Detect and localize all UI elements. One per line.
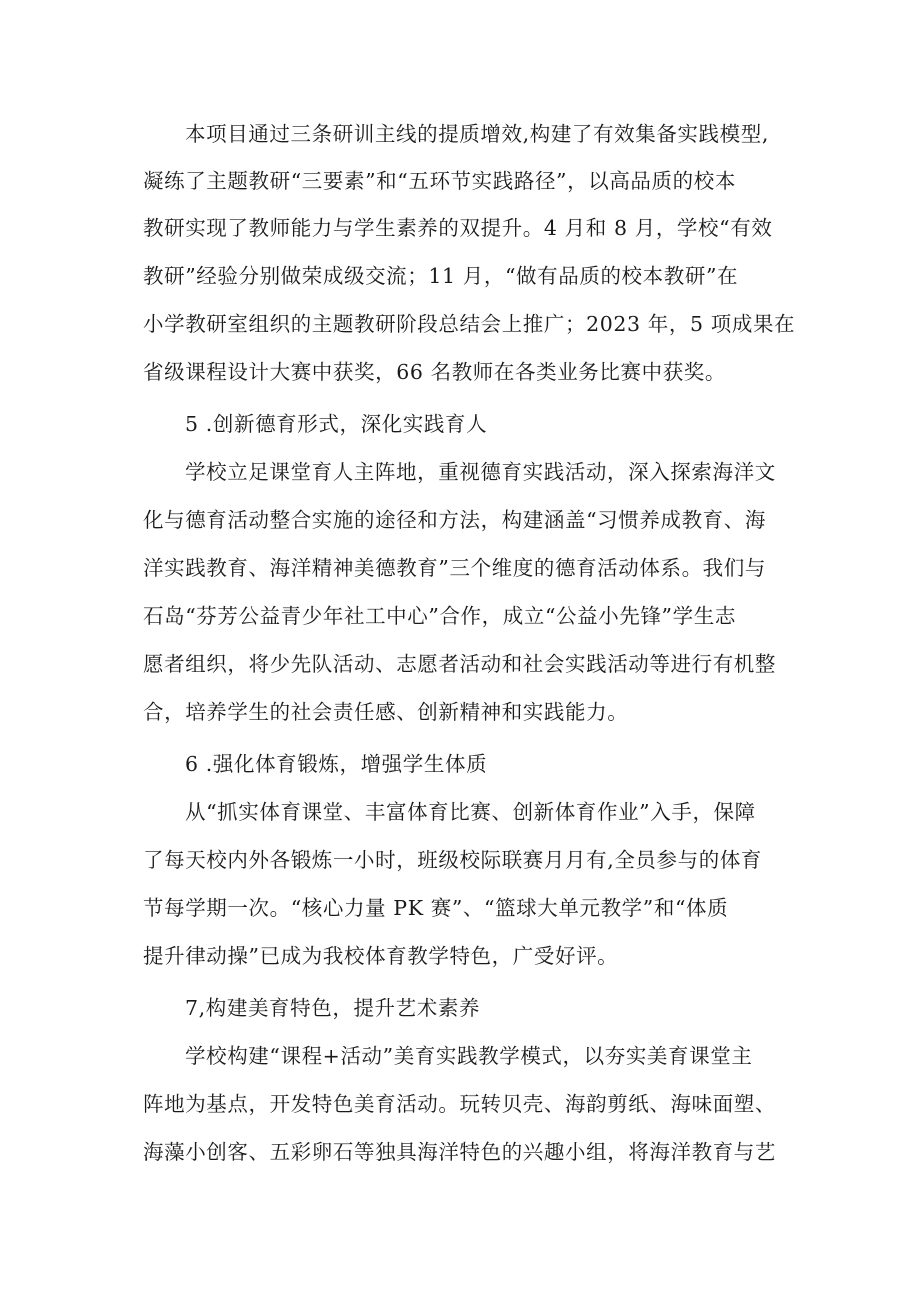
section-heading-7: 7,构建美育特色，提升艺术素养 bbox=[185, 996, 481, 1020]
paragraph-1-line-3: 教研实现了教师能力与学生素养的双提升。4 月和 8 月，学校“有效 bbox=[143, 216, 773, 240]
paragraph-2-line-2: 化与德育活动整合实施的途径和方法，构建涵盖“习惯养成教育、海 bbox=[143, 508, 766, 532]
section-heading-5: 5 .创新德育形式，深化实践育人 bbox=[185, 412, 488, 436]
paragraph-4-line-2: 阵地为基点，开发特色美育活动。玩转贝壳、海韵剪纸、海味面塑、 bbox=[143, 1092, 776, 1116]
section-heading-6: 6 .强化体育锻炼，增强学生体质 bbox=[185, 752, 488, 776]
paragraph-1-line-1: 本项目通过三条研训主线的提质增效,构建了有效集备实践模型, bbox=[185, 122, 769, 146]
paragraph-1-line-4: 教研”经验分别做荣成级交流；11 月，“做有品质的校本教研”在 bbox=[143, 264, 739, 288]
paragraph-2-line-3: 洋实践教育、海洋精神美德教育”三个维度的德育活动体系。我们与 bbox=[143, 556, 766, 580]
paragraph-1-line-2: 凝练了主题教研“三要素”和“五环节实践路径”，以高品质的校本 bbox=[143, 169, 736, 193]
paragraph-2-line-1: 学校立足课堂育人主阵地，重视德育实践活动，深入探索海洋文 bbox=[185, 460, 776, 484]
paragraph-1-line-6: 省级课程设计大赛中获奖，66 名教师在各类业务比赛中获奖。 bbox=[143, 360, 726, 384]
paragraph-2-line-6: 合，培养学生的社会责任感、创新精神和实践能力。 bbox=[143, 700, 629, 724]
paragraph-1-line-5: 小学教研室组织的主题教研阶段总结会上推广；2023 年，5 项成果在 bbox=[143, 312, 796, 336]
paragraph-3-line-2: 了每天校内外各锻炼一小时，班级校际联赛月月有,全员参与的体育 bbox=[143, 848, 763, 872]
paragraph-4-line-1: 学校构建“课程+活动”美育实践教学模式，以夯实美育课堂主 bbox=[185, 1044, 753, 1068]
paragraph-2-line-4: 石岛“芬芳公益青少年社工中心”合作，成立“公益小先锋”学生志 bbox=[143, 604, 736, 628]
paragraph-3-line-3: 节每学期一次。“核心力量 PK 赛”、“篮球大单元教学”和“体质 bbox=[143, 896, 729, 920]
paragraph-3-line-1: 从“抓实体育课堂、丰富体育比赛、创新体育作业”入手，保障 bbox=[185, 800, 756, 824]
paragraph-3-line-4: 提升律动操”已成为我校体育教学特色，广受好评。 bbox=[143, 944, 619, 968]
paragraph-4-line-3: 海藻小创客、五彩卵石等独具海洋特色的兴趣小组，将海洋教育与艺 bbox=[143, 1140, 776, 1164]
paragraph-2-line-5: 愿者组织，将少先队活动、志愿者活动和社会实践活动等进行有机整 bbox=[143, 652, 776, 676]
